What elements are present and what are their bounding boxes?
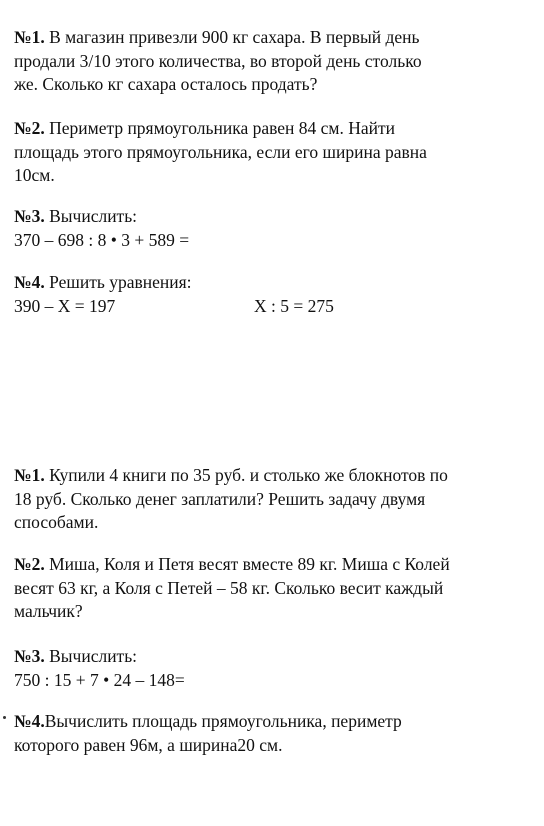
- task-text-line: 18 руб. Сколько денег заплатили? Решить задачу двумя: [14, 488, 426, 509]
- task-number: №2.: [14, 118, 45, 138]
- task-text-line: Купили 4 книги по 35 руб. и столько же блокнотов по: [49, 465, 448, 485]
- task-number: №1.: [14, 465, 45, 485]
- task-text-line: мальчик?: [14, 601, 83, 621]
- task-text-line: 10см.: [14, 165, 55, 185]
- task-number: №3.: [14, 206, 45, 226]
- sheet1-task1: [14, 26, 526, 97]
- task-text-line: весят 63 кг, а Коля с Петей – 58 кг. Сколько весит каждый: [14, 577, 444, 598]
- task-title: Решить уравнения:: [49, 272, 192, 292]
- task-text-line: Миша, Коля и Петя весят вместе 89 кг. Миша с Колей: [49, 554, 450, 574]
- task-title: Вычислить:: [49, 206, 138, 226]
- sheet2-task2: [14, 553, 526, 624]
- task-number: №1.: [14, 27, 45, 47]
- task-number: №2.: [14, 554, 45, 574]
- task-text-line: площадь этого прямоугольника, если его ширина равна: [14, 141, 427, 162]
- task-title: Вычислить:: [49, 646, 138, 666]
- equations-row: [14, 295, 526, 319]
- sheet2-task1: [14, 464, 526, 535]
- sheet2-task4: [14, 710, 526, 757]
- sheet1-task4: [14, 271, 526, 319]
- equation-1: 390 – Х = 197: [14, 295, 116, 316]
- task-number: №4.: [14, 711, 45, 731]
- sheet1-task2: [14, 117, 526, 188]
- task-text-line: Вычислить площадь прямоугольника, периметр: [44, 711, 402, 731]
- task-text-line: способами.: [14, 512, 99, 532]
- task-text-line: В магазин привезли 900 кг сахара. В первый день: [49, 27, 420, 47]
- equation-2: Х : 5 = 275: [254, 295, 334, 316]
- task-text-line: же. Сколько кг сахара осталось продать?: [14, 74, 318, 94]
- sheet1-task3: [14, 205, 526, 252]
- task-number: №4.: [14, 272, 45, 292]
- task-text-line: продали 3/10 этого количества, во второй день столько: [14, 50, 422, 71]
- task-expression: 750 : 15 + 7 • 24 – 148=: [14, 669, 185, 690]
- task-expression: 370 – 698 : 8 • 3 + 589 =: [14, 229, 190, 250]
- task-text-line: Периметр прямоугольника равен 84 см. Найти: [49, 118, 396, 138]
- task-number: №3.: [14, 646, 45, 666]
- stray-dot: [3, 716, 6, 719]
- sheet2-task3: [14, 645, 526, 692]
- task-text-line: которого равен 96м, а ширина20 см.: [14, 734, 283, 755]
